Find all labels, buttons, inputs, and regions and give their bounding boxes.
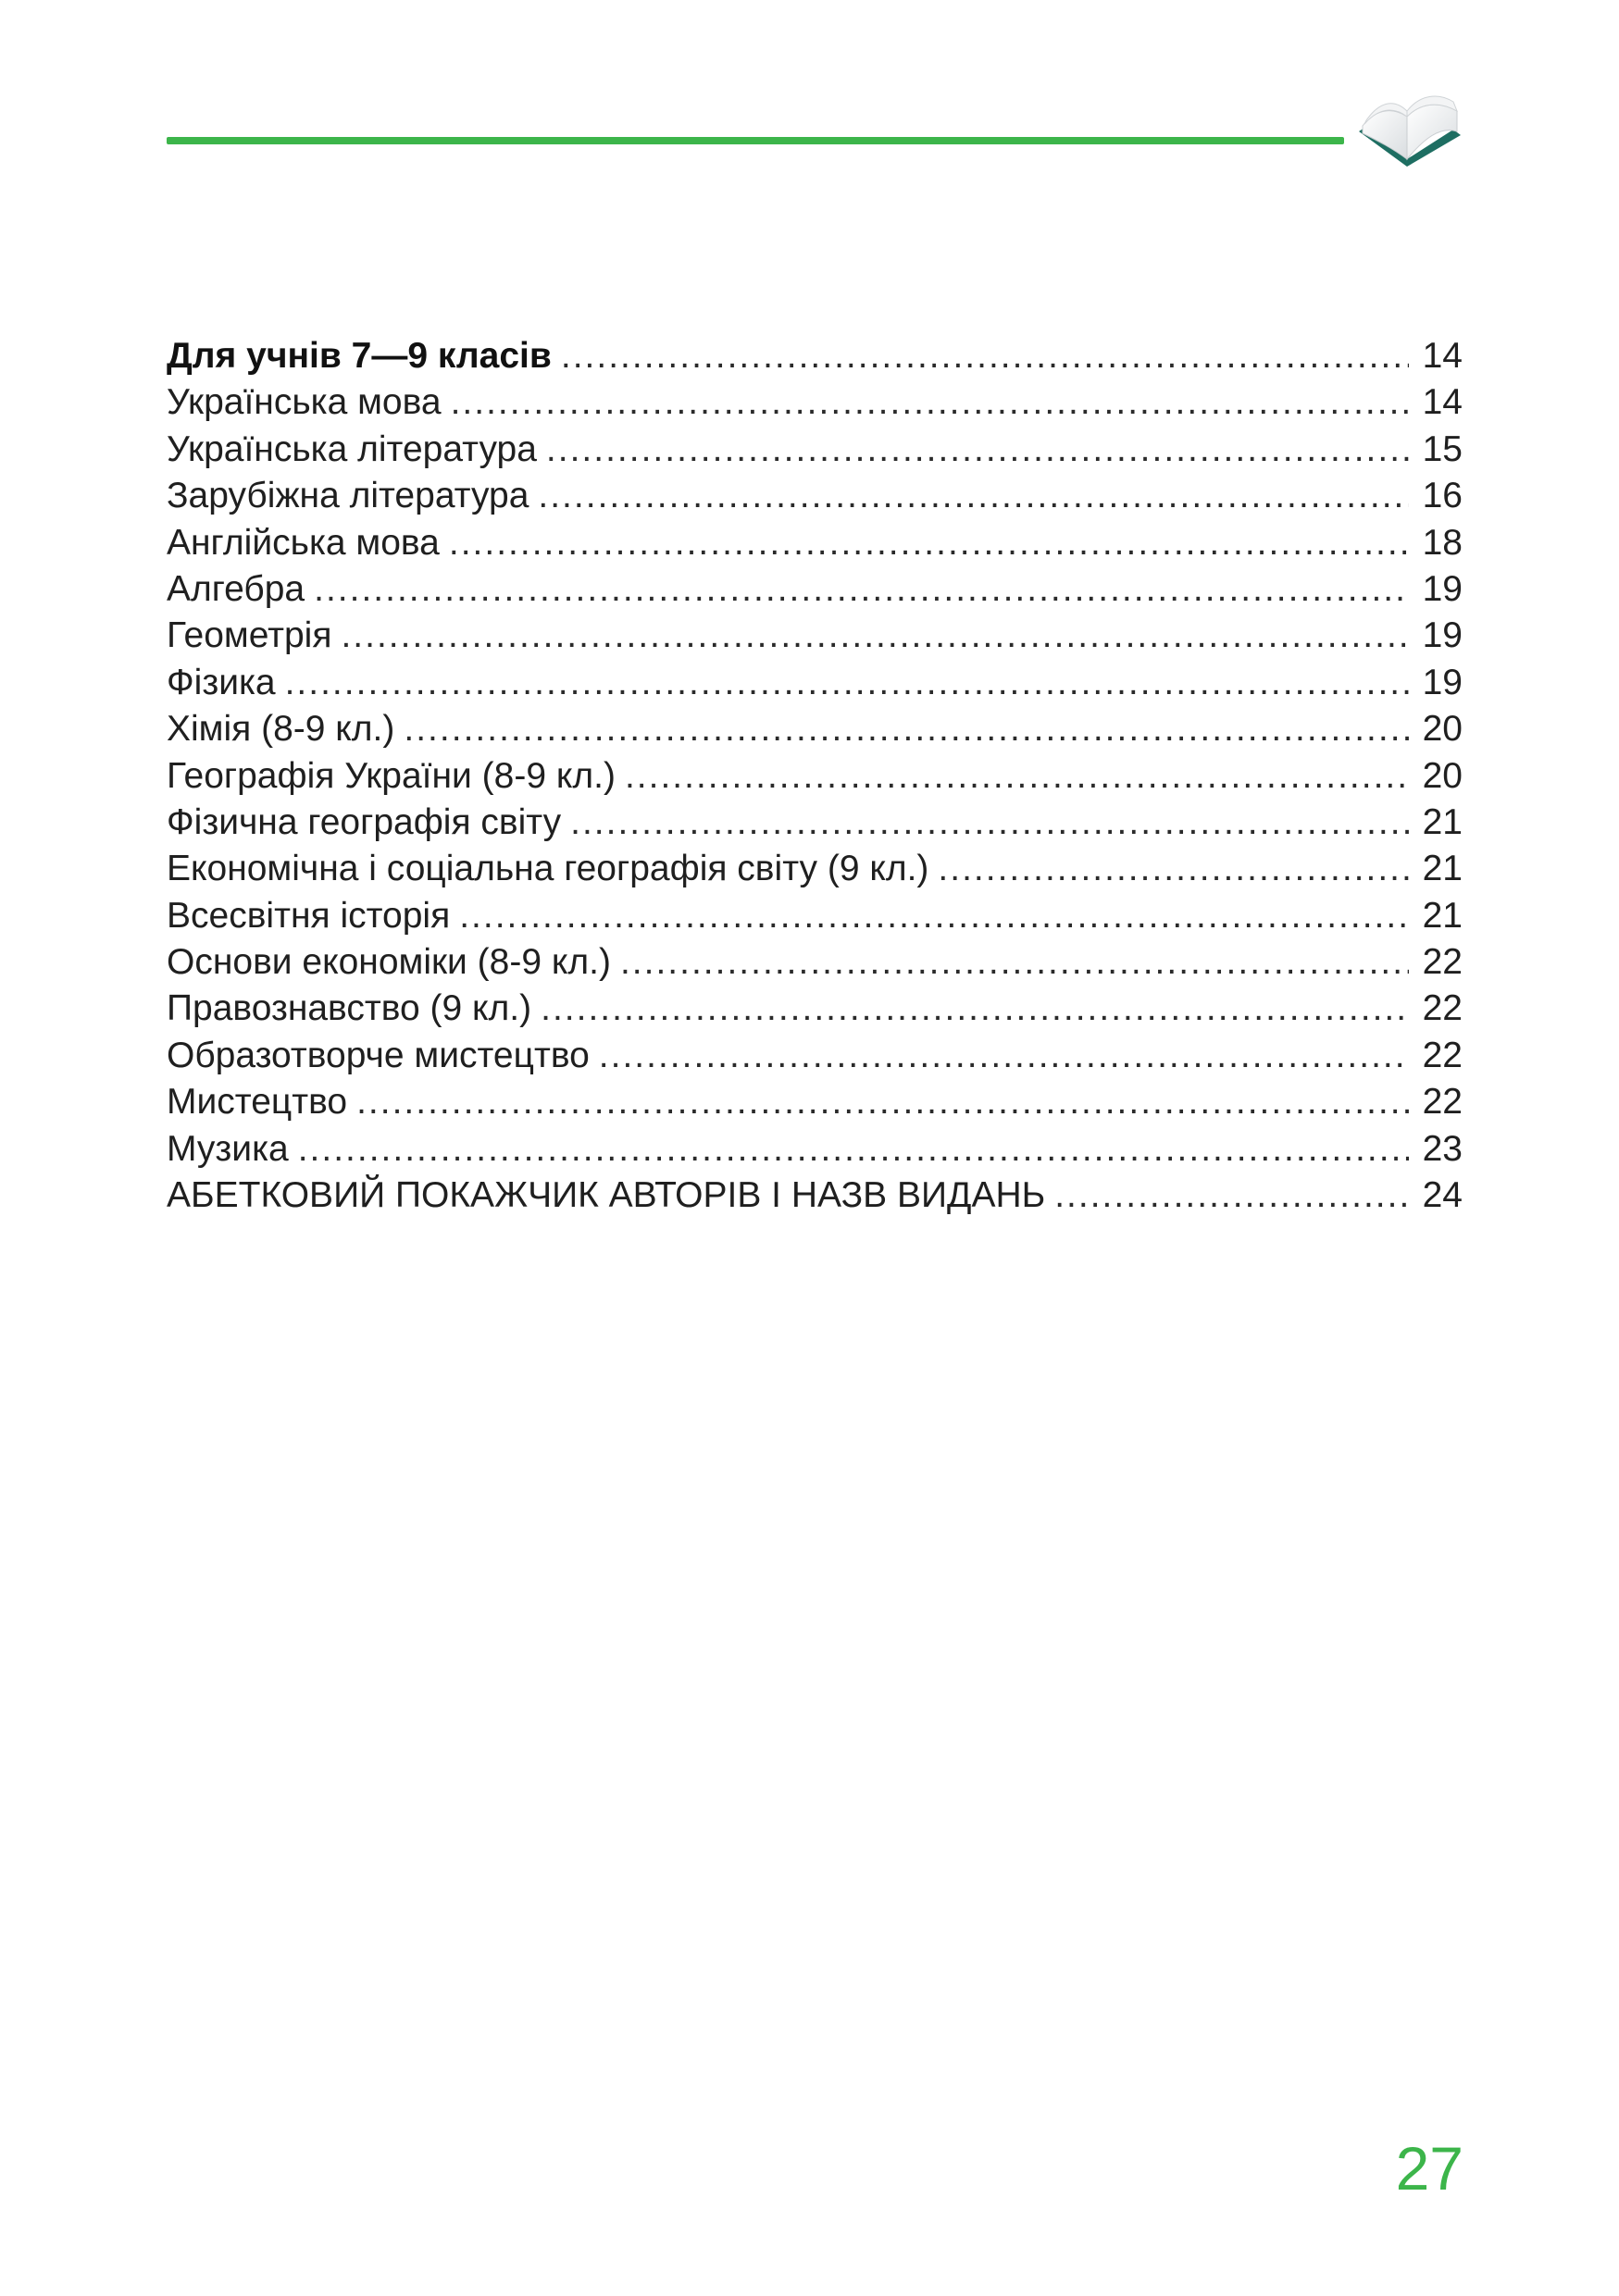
dot-leader [356,1079,1409,1125]
dot-leader [938,846,1409,892]
toc-entry[interactable] [167,1033,1463,1079]
page-number: 27 [1395,2134,1463,2203]
toc-entry-label: Для учнів 7—9 класів [167,336,552,376]
toc-entry[interactable] [167,1173,1463,1219]
toc-entry-page: 22 [1422,1082,1463,1123]
toc-entry[interactable] [167,939,1463,986]
toc-entry[interactable] [167,800,1463,846]
toc-entry-label: Фізика [167,662,276,702]
toc-entry-page: 15 [1422,428,1463,469]
toc-entry-label: Геометрія [167,615,332,656]
dot-leader [599,1033,1409,1079]
open-book-icon [1342,74,1472,176]
header-rule [167,137,1344,144]
dot-leader [298,1126,1409,1173]
toc-entry[interactable] [167,473,1463,519]
toc-entry-page: 22 [1422,988,1463,1029]
toc-entry[interactable] [167,706,1463,752]
toc-entry-label: Українська мова [167,382,442,423]
toc-entry-label: Основи економіки (8-9 кл.) [167,942,611,983]
toc-entry[interactable] [167,1079,1463,1125]
dot-leader [1054,1173,1409,1219]
toc-entry-page: 23 [1422,1128,1463,1169]
toc-entry-label: Музика [167,1128,289,1169]
toc-entry[interactable] [167,1126,1463,1173]
table-of-contents [167,333,1463,1219]
toc-entry[interactable] [167,333,1463,379]
toc-entry-label: Алгебра [167,568,305,609]
toc-entry-page: 21 [1422,801,1463,842]
toc-entry[interactable] [167,427,1463,473]
toc-entry-label: Всесвітня історія [167,895,451,936]
toc-entry-label: Хімія (8-9 кл.) [167,709,395,750]
toc-entry[interactable] [167,520,1463,566]
toc-entry-page: 14 [1422,336,1463,376]
toc-entry-page: 24 [1422,1175,1463,1216]
toc-entry-page: 22 [1422,1035,1463,1075]
toc-entry[interactable] [167,379,1463,426]
toc-entry-page: 20 [1422,709,1463,750]
toc-entry-label: АБЕТКОВИЙ ПОКАЖЧИК АВТОРІВ І НАЗВ ВИДАНЬ [167,1175,1046,1216]
dot-leader [449,520,1409,566]
toc-entry-page: 16 [1422,476,1463,516]
dot-leader [561,333,1409,379]
dot-leader [625,753,1409,800]
dot-leader [538,473,1409,519]
toc-entry-label: Географія України (8-9 кл.) [167,755,616,796]
dot-leader [451,379,1409,426]
toc-entry-page: 21 [1422,895,1463,936]
toc-entry-page: 19 [1422,615,1463,656]
toc-entry-label: Економічна і соціальна географія світу (9 кл.) [167,849,929,889]
toc-entry-page: 18 [1422,522,1463,563]
toc-entry[interactable] [167,846,1463,892]
dot-leader [285,660,1409,706]
dot-leader [314,566,1409,613]
dot-leader [404,706,1409,752]
toc-entry-label: Українська література [167,428,537,469]
dot-leader [341,613,1409,659]
toc-entry-label: Образотворче мистецтво [167,1035,590,1075]
toc-entry-page: 19 [1422,568,1463,609]
dot-leader [620,939,1409,986]
toc-entry-page: 14 [1422,382,1463,423]
toc-entry-page: 21 [1422,849,1463,889]
toc-entry[interactable] [167,753,1463,800]
dot-leader [459,893,1409,939]
toc-entry-label: Мистецтво [167,1082,348,1123]
dot-leader [546,427,1409,473]
toc-entry-page: 19 [1422,662,1463,702]
toc-entry[interactable] [167,566,1463,613]
toc-entry-label: Правознавство (9 кл.) [167,988,532,1029]
toc-entry-label: Фізична географія світу [167,801,562,842]
dot-leader [541,986,1409,1032]
toc-entry-label: Зарубіжна література [167,476,529,516]
toc-entry[interactable] [167,893,1463,939]
toc-entry-page: 20 [1422,755,1463,796]
toc-entry[interactable] [167,613,1463,659]
toc-entry-page: 22 [1422,942,1463,983]
dot-leader [570,800,1409,846]
toc-entry[interactable] [167,986,1463,1032]
toc-entry-label: Англійська мова [167,522,440,563]
toc-entry[interactable] [167,660,1463,706]
